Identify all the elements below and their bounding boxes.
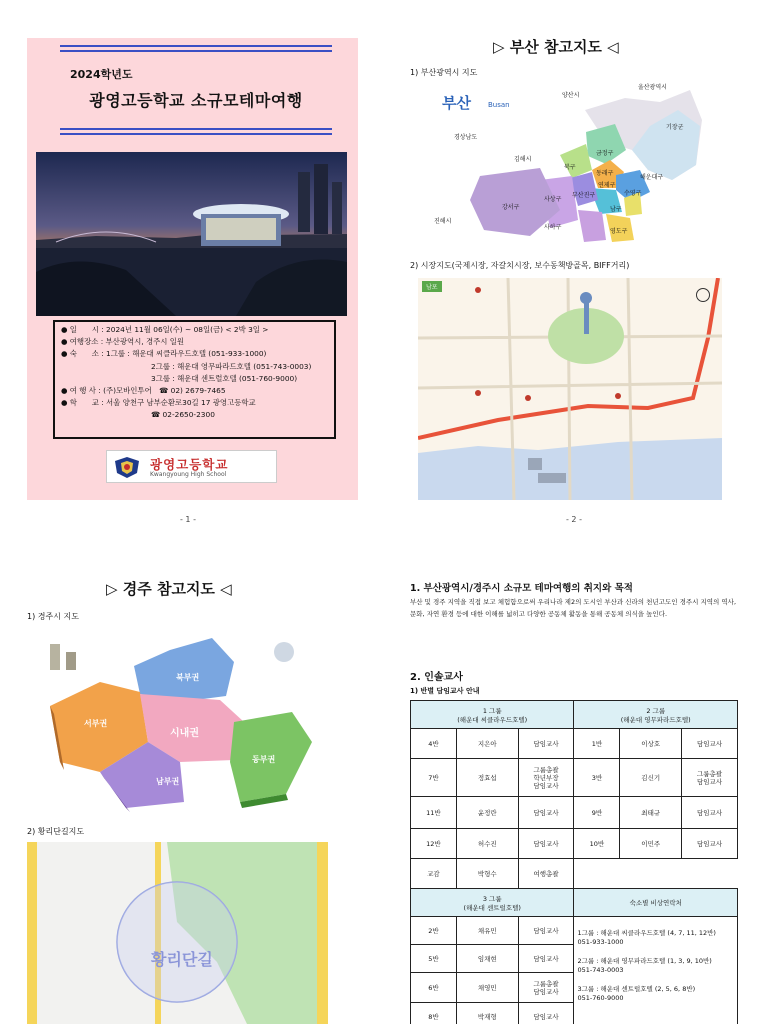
label-suyeong: 수영구 — [624, 190, 642, 197]
label-saha: 사하구 — [544, 224, 562, 231]
table-row — [411, 759, 738, 797]
table-row — [411, 729, 738, 759]
contact-group3-phone: 051-760-9000 — [577, 994, 624, 1002]
class-cell: 11반 — [411, 797, 457, 829]
top-divider — [60, 45, 332, 52]
teacher-name-cell: 김신기 — [620, 759, 682, 797]
info-place: ● 여행장소 : 부산광역시, 경주시 일원 — [61, 337, 184, 347]
info-agency: ● 여 행 사 : (주)모바인투어 ☎ 02) 2679-7465 — [61, 386, 226, 396]
class-cell: 교감 — [411, 859, 457, 889]
class-cell: 10반 — [574, 829, 620, 859]
hwangri-map-caption: 2) 황리단길지도 — [27, 827, 85, 836]
info-school-phone: ☎ 02-2650-2300 — [151, 410, 215, 420]
group2-title: 2 그룹 — [646, 706, 666, 715]
group-header-row — [411, 701, 738, 729]
role-cell: 여행총괄 — [518, 859, 574, 889]
role-cell: 담임교사 — [518, 729, 574, 759]
purpose-paragraph: 부산 및 경주 지역을 직접 보고 체험함으로써 우리나라 제2의 도시인 부산과 신라의 천년고도인 경주시 지역의 역사, 문화, 자연 환경 등에 대한 이해를 넓히고 다양한 공동체 활동을 통해 공동체 의식을 높인다. — [410, 598, 737, 618]
busan-logo-en: Busan — [488, 101, 510, 109]
group2-hotel: (해운대 영무파라드호텔) — [620, 715, 691, 724]
class-cell: 6반 — [411, 973, 457, 1003]
label-busanjin: 부산진구 — [572, 192, 596, 199]
page-number-1: - 1 - — [180, 515, 196, 524]
teacher-name-cell: 최태규 — [620, 797, 682, 829]
busan-district-map — [410, 80, 728, 252]
busan-logo: 부산 — [442, 94, 471, 112]
contact-group2: 2그룹 : 해운대 영무파라드호텔 (1, 3, 9, 10반) — [577, 957, 712, 965]
school-emblem-icon — [113, 455, 141, 479]
page-number-2: - 2 - — [566, 515, 582, 524]
contact-group2-phone: 051-743-0003 — [577, 966, 624, 974]
label-namgu: 남구 — [610, 206, 622, 213]
market-map-caption: 2) 시장지도(국제시장, 자갈치시장, 보수동책방골목, BIFF거리) — [410, 261, 630, 270]
logo-school-name-en: Kwangyoung High School — [150, 471, 227, 478]
cover-title: 광영고등학교 소규모테마여행 — [89, 91, 303, 110]
label-gangseo: 강서구 — [502, 204, 520, 211]
region-south: 남부권 — [156, 777, 180, 786]
label-yeongdo: 영도구 — [610, 228, 628, 235]
teacher-name-cell: 윤정란 — [456, 797, 518, 829]
class-cell: 2반 — [411, 917, 457, 945]
role-cell: 그룹총괄 학년부장 담임교사 — [518, 759, 574, 797]
label-gijang: 기장군 — [666, 124, 684, 131]
info-dates: ● 일 시 : 2024년 11월 06일(수) ~ 08일(금) < 2박 3일 > — [61, 325, 269, 334]
teacher-name-cell: 허수진 — [456, 829, 518, 859]
label-dongnae: 동래구 — [596, 170, 614, 177]
busan-map-caption: 1) 부산광역시 지도 — [410, 68, 478, 77]
label-sasang: 사상구 — [544, 196, 562, 203]
class-cell: 1반 — [574, 729, 620, 759]
gyeongju-region-map — [30, 622, 330, 822]
contact-header: 숙소별 비상연락처 — [574, 889, 738, 917]
group2-header — [574, 701, 738, 729]
logo-school-name: 광영고등학교 — [150, 457, 229, 472]
teacher-name-cell: 채유민 — [456, 917, 518, 945]
class-cell: 8반 — [411, 1003, 457, 1024]
contact-cell — [574, 917, 738, 1024]
label-gimhae: 김해시 — [514, 156, 532, 163]
gyeongju-map-caption: 1) 경주시 지도 — [27, 612, 79, 621]
nampo-tag: 남포 — [422, 281, 442, 292]
group1-header — [411, 701, 574, 729]
group1-title: 1 그룹 — [482, 706, 502, 715]
group3-title: 3 그룹 — [482, 894, 502, 903]
teacher-name-cell: 이상호 — [620, 729, 682, 759]
teacher-name-cell: 채영민 — [456, 973, 518, 1003]
role-cell: 담임교사 — [682, 829, 738, 859]
market-map — [418, 278, 722, 500]
table-row — [411, 917, 738, 945]
hwangri-map — [27, 842, 328, 1024]
teacher-name-cell: 박형수 — [456, 859, 518, 889]
contact-group3: 3그룹 : 해운대 센트럴호텔 (2, 5, 6, 8반) — [577, 985, 696, 993]
teacher-name-cell: 정효섭 — [456, 759, 518, 797]
class-cell: 5반 — [411, 945, 457, 973]
info-lodging-1: ● 숙 소 : 1그룹 : 해운대 씨클라우드호텔 (051-933-1000) — [61, 349, 267, 359]
role-cell: 담임교사 — [682, 797, 738, 829]
info-school: ● 학 교 : 서울 양천구 남부순환로30길 17 광영고등학교 — [61, 398, 256, 408]
hwangri-label: 황리단길 — [151, 950, 213, 969]
label-bukgu: 북구 — [564, 164, 576, 171]
gyeongju-section-title: ▷ 경주 참고지도 ◁ — [106, 580, 232, 598]
info-lodging-2: 2그룹 : 해운대 영무파라드호텔 (051-743-0003) — [151, 361, 312, 371]
region-west: 서부권 — [84, 719, 108, 728]
teachers-heading: 2. 인솔교사 — [410, 672, 463, 683]
class-cell: 3반 — [574, 759, 620, 797]
teacher-name-cell: 임채현 — [456, 945, 518, 973]
role-cell: 담임교사 — [518, 945, 574, 973]
role-cell: 담임교사 — [682, 729, 738, 759]
table-row — [411, 797, 738, 829]
role-cell: 그룹총괄 담임교사 — [682, 759, 738, 797]
role-cell: 담임교사 — [518, 829, 574, 859]
group3-header — [411, 889, 574, 917]
label-ulsan: 울산광역시 — [638, 84, 667, 91]
group1-hotel: (해운대 씨클라우드호텔) — [457, 715, 528, 724]
table-row — [411, 829, 738, 859]
contact-group1: 1그룹 : 해운대 씨클라우드호텔 (4, 7, 11, 12반) — [577, 929, 716, 937]
region-east: 동부권 — [252, 755, 276, 764]
teachers-caption: 1) 반별 담임교사 안내 — [410, 687, 480, 695]
purpose-heading: 1. 부산광역시/경주시 소규모 테마여행의 취지와 목적 — [410, 583, 633, 594]
teacher-name-cell: 지은아 — [456, 729, 518, 759]
region-north: 북부권 — [176, 673, 200, 682]
cover-photo — [36, 152, 347, 316]
class-cell: 4반 — [411, 729, 457, 759]
class-cell: 9반 — [574, 797, 620, 829]
label-haeundae: 해운대구 — [640, 174, 664, 181]
cover-year: 2024학년도 — [70, 68, 133, 81]
teachers-table — [410, 700, 738, 1024]
label-gyeongnam: 경상남도 — [454, 134, 478, 141]
label-yeonje: 연제구 — [598, 182, 616, 189]
group-header-row — [411, 889, 738, 917]
info-lodging-3: 3그룹 : 해운대 센트럴호텔 (051-760-9000) — [151, 373, 298, 383]
label-geumjeong: 금정구 — [596, 150, 614, 157]
group3-hotel: (해운대 센트럴호텔) — [463, 903, 521, 912]
role-cell: 그룹총괄 담임교사 — [518, 973, 574, 1003]
empty-cell — [574, 859, 738, 889]
teacher-name-cell: 박재형 — [456, 1003, 518, 1024]
role-cell: 담임교사 — [518, 797, 574, 829]
role-cell: 담임교사 — [518, 917, 574, 945]
table-row — [411, 859, 738, 889]
class-cell: 12반 — [411, 829, 457, 859]
role-cell: 담임교사 — [518, 1003, 574, 1024]
region-downtown: 시내권 — [170, 728, 199, 739]
trip-info-box — [53, 320, 336, 439]
compass-icon — [696, 288, 710, 302]
class-cell: 7반 — [411, 759, 457, 797]
label-yangsan: 양산시 — [562, 92, 580, 99]
teacher-name-cell: 이민주 — [620, 829, 682, 859]
label-jinhae: 진해시 — [434, 218, 452, 225]
busan-section-title: ▷ 부산 참고지도 ◁ — [493, 38, 619, 56]
contact-group1-phone: 051-933-1000 — [577, 938, 624, 946]
bottom-divider — [60, 128, 332, 135]
